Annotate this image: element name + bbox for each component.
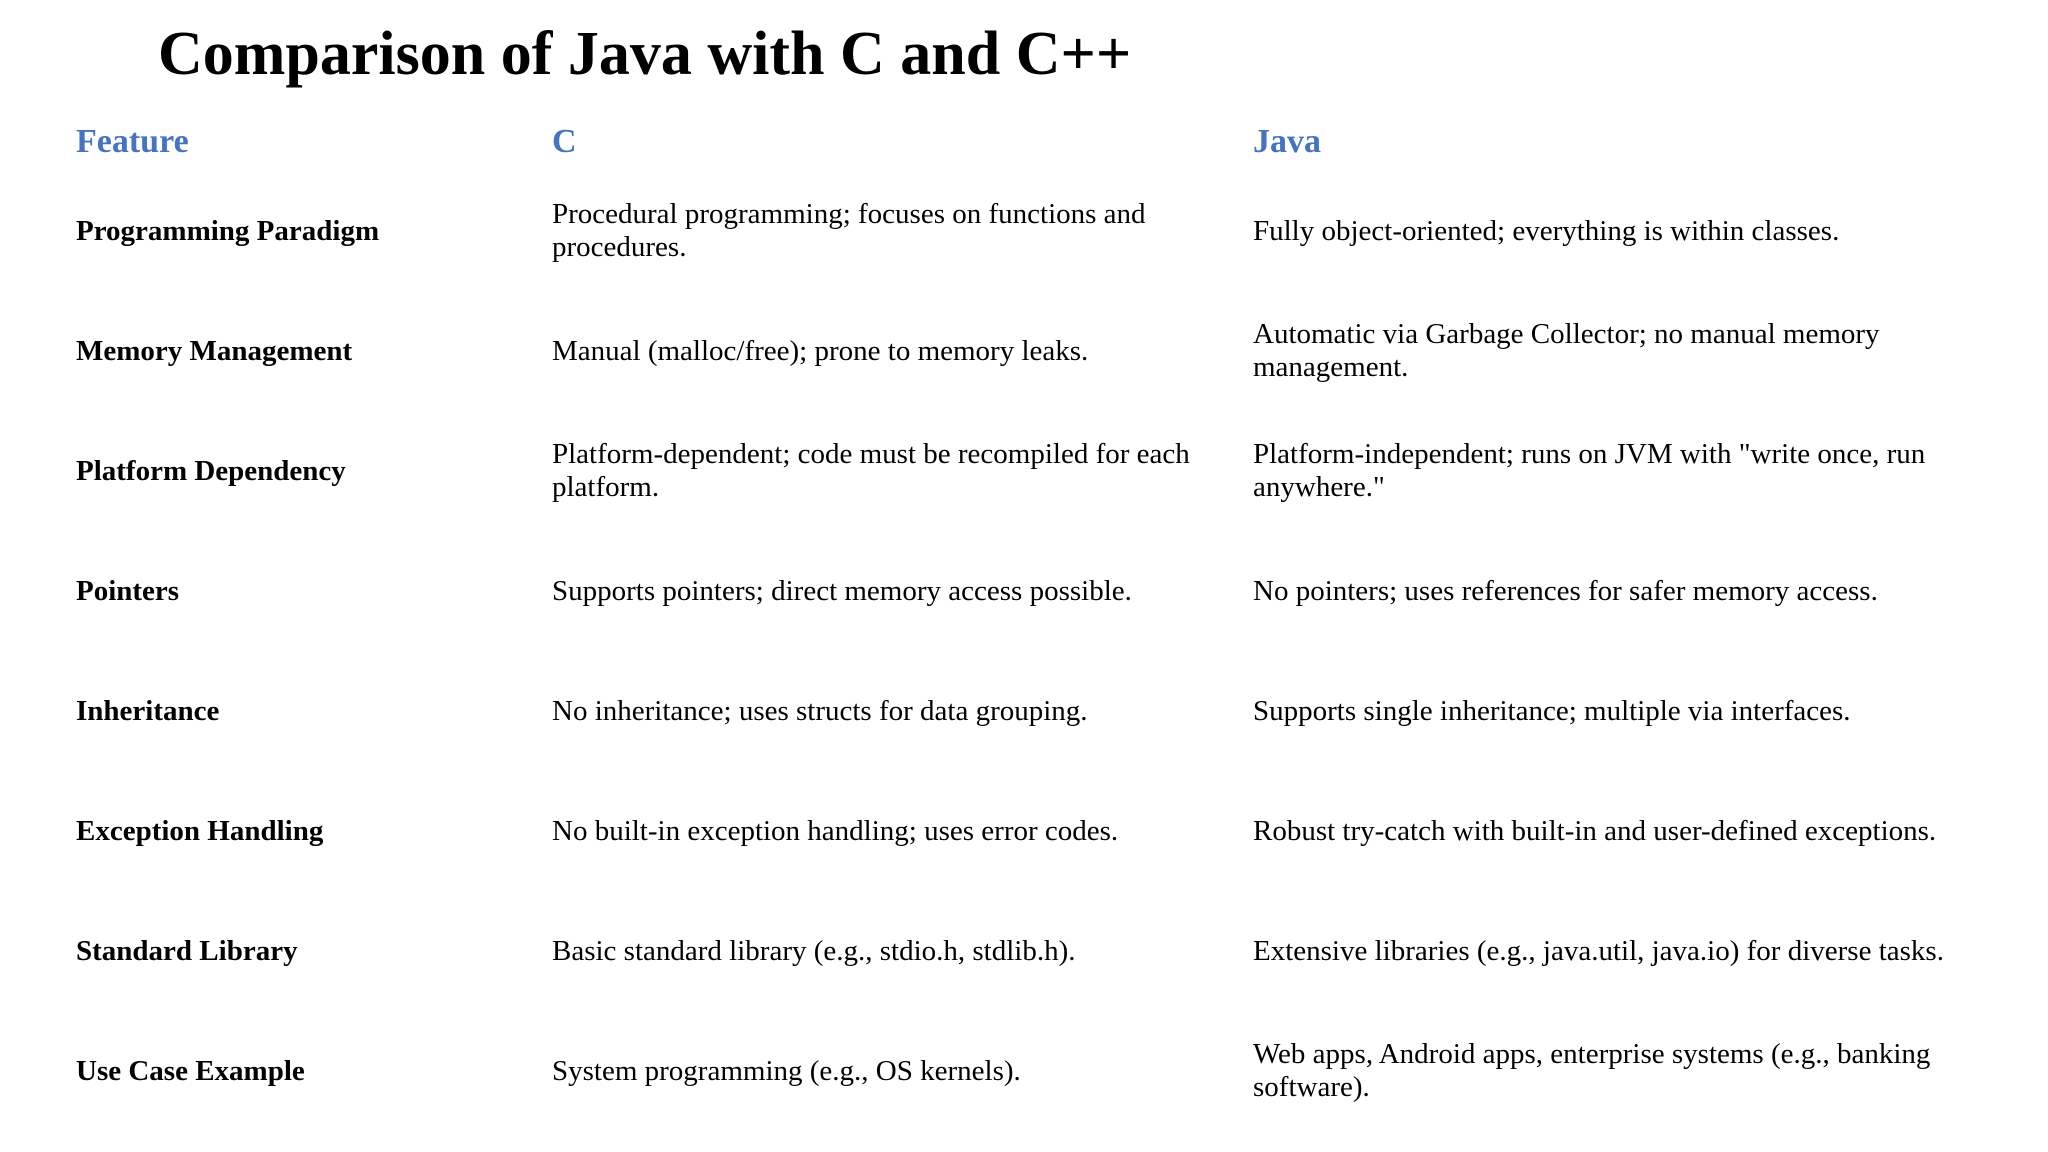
feature-cell: Platform Dependency bbox=[76, 454, 346, 487]
feature-cell: Exception Handling bbox=[76, 814, 324, 847]
java-cell: Extensive libraries (e.g., java.util, java.io) for diverse tasks. bbox=[1253, 934, 1944, 967]
java-cell: Robust try-catch with built-in and user-defined exceptions. bbox=[1253, 814, 1937, 847]
c-cell: Procedural programming; focuses on functions and procedures. bbox=[552, 198, 1146, 263]
java-cell: Supports single inheritance; multiple via interfaces. bbox=[1253, 694, 1851, 727]
c-cell: No inheritance; uses structs for data grouping. bbox=[552, 694, 1088, 727]
table-row bbox=[0, 291, 2048, 411]
feature-cell: Programming Paradigm bbox=[76, 214, 380, 247]
java-cell: Automatic via Garbage Collector; no manual memory management. bbox=[1253, 318, 1880, 383]
c-cell: Basic standard library (e.g., stdio.h, stdlib.h). bbox=[552, 934, 1076, 967]
java-cell: Fully object-oriented; everything is within classes. bbox=[1253, 214, 1840, 247]
c-cell: No built-in exception handling; uses error codes. bbox=[552, 814, 1119, 847]
feature-cell: Inheritance bbox=[76, 694, 220, 727]
java-cell: No pointers; uses references for safer memory access. bbox=[1253, 574, 1878, 607]
feature-cell: Memory Management bbox=[76, 334, 353, 367]
table-row bbox=[0, 171, 2048, 291]
feature-cell: Pointers bbox=[76, 574, 180, 607]
java-cell: Platform-independent; runs on JVM with "write once, run anywhere." bbox=[1253, 438, 1926, 503]
table-row bbox=[0, 411, 2048, 531]
c-cell: Manual (malloc/free); prone to memory leaks. bbox=[552, 334, 1089, 367]
column-header-c: C bbox=[552, 123, 577, 160]
java-cell: Web apps, Android apps, enterprise systems (e.g., banking software). bbox=[1253, 1038, 1931, 1103]
table-row bbox=[0, 891, 2048, 1011]
table-row bbox=[0, 531, 2048, 651]
column-header-java: Java bbox=[1253, 123, 1321, 160]
feature-cell: Use Case Example bbox=[76, 1054, 305, 1087]
c-cell: Platform-dependent; code must be recompiled for each platform. bbox=[552, 438, 1190, 503]
feature-cell: Standard Library bbox=[76, 934, 298, 967]
table-row bbox=[0, 651, 2048, 771]
c-cell: System programming (e.g., OS kernels). bbox=[552, 1054, 1021, 1087]
table-row bbox=[0, 771, 2048, 891]
column-header-feature: Feature bbox=[76, 123, 189, 160]
page-title: Comparison of Java with C and C++ bbox=[158, 20, 1132, 88]
table-row bbox=[0, 1011, 2048, 1131]
c-cell: Supports pointers; direct memory access possible. bbox=[552, 574, 1132, 607]
